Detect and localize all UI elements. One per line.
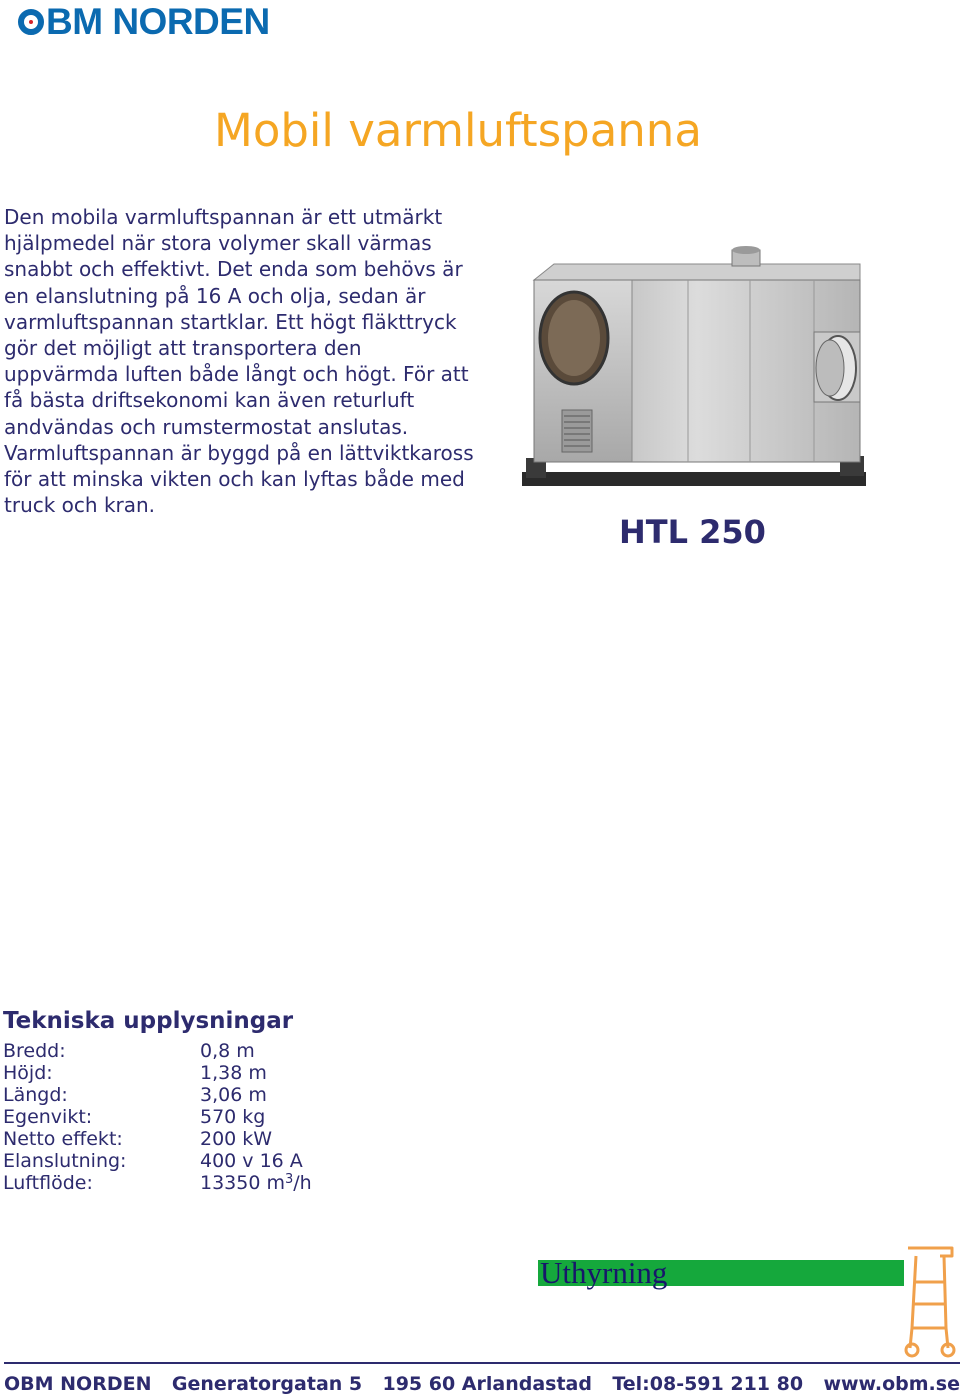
airflow-unit-exponent: 3	[285, 1172, 294, 1187]
spec-label: Bredd:	[3, 1040, 66, 1062]
spec-label: Längd:	[3, 1084, 68, 1106]
logo-o-icon	[18, 9, 44, 35]
spec-value: 570 kg	[200, 1106, 266, 1128]
spec-value: 1,38 m	[200, 1062, 267, 1084]
spec-row-length	[3, 1084, 403, 1106]
spec-label: Höjd:	[3, 1062, 53, 1084]
spec-row-width	[3, 1040, 403, 1062]
spec-row-height	[3, 1062, 403, 1084]
specs-table	[3, 1040, 403, 1194]
spec-row-electrical	[3, 1150, 403, 1172]
rental-label: Uthyrning	[540, 1255, 668, 1290]
footer-street: Generatorgatan 5	[171, 1373, 363, 1395]
spec-value: 400 v 16 A	[200, 1150, 303, 1172]
specs-heading: Tekniska upplysningar	[3, 1008, 294, 1034]
spec-row-power	[3, 1128, 403, 1150]
hand-truck-icon	[900, 1242, 960, 1360]
logo-text: BM NORDEN	[46, 1, 270, 42]
spec-value	[200, 1172, 312, 1194]
footer-city: 195 60 Arlandastad	[382, 1373, 592, 1395]
spec-value: 0,8 m	[200, 1040, 255, 1062]
footer-divider	[4, 1362, 960, 1364]
footer-website-link[interactable]: www.obm.se	[823, 1373, 960, 1395]
airflow-value: 13350 m	[200, 1172, 285, 1194]
page-title: Mobil varmluftspanna	[214, 104, 702, 157]
spec-row-airflow	[3, 1172, 403, 1194]
spec-value: 200 kW	[200, 1128, 273, 1150]
brand-logo	[18, 2, 270, 42]
spec-value: 3,06 m	[200, 1084, 267, 1106]
footer	[4, 1372, 960, 1396]
product-model: HTL 250	[619, 513, 766, 551]
spec-row-weight	[3, 1106, 403, 1128]
footer-company: OBM NORDEN	[4, 1373, 152, 1395]
spec-label: Netto effekt:	[3, 1128, 123, 1150]
product-description: Den mobila varmluftspannan är ett utmärkt hjälpmedel när stora volymer skall värmas snabbt och effektivt. Det enda som behövs är en elanslutning på 16 A och olja, sedan är varmluftspannan startklar. Ett högt fläkttryck gör det möjligt att transportera den uppvärmda luften både långt och högt. För att få bästa driftsekonomi kan även returluft andvändas och rumstermostat anslutas. Varmluftspannan är byggd på en lättviktkaross för att minska vikten och kan lyftas både med truck och kran.	[4, 205, 474, 518]
footer-phone[interactable]: Tel:08-591 211 80	[612, 1373, 804, 1395]
spec-label: Elanslutning:	[3, 1150, 127, 1172]
airflow-unit-suffix: /h	[293, 1172, 312, 1194]
product-image	[520, 240, 880, 508]
spec-label: Luftflöde:	[3, 1172, 93, 1194]
spec-label: Egenvikt:	[3, 1106, 93, 1128]
